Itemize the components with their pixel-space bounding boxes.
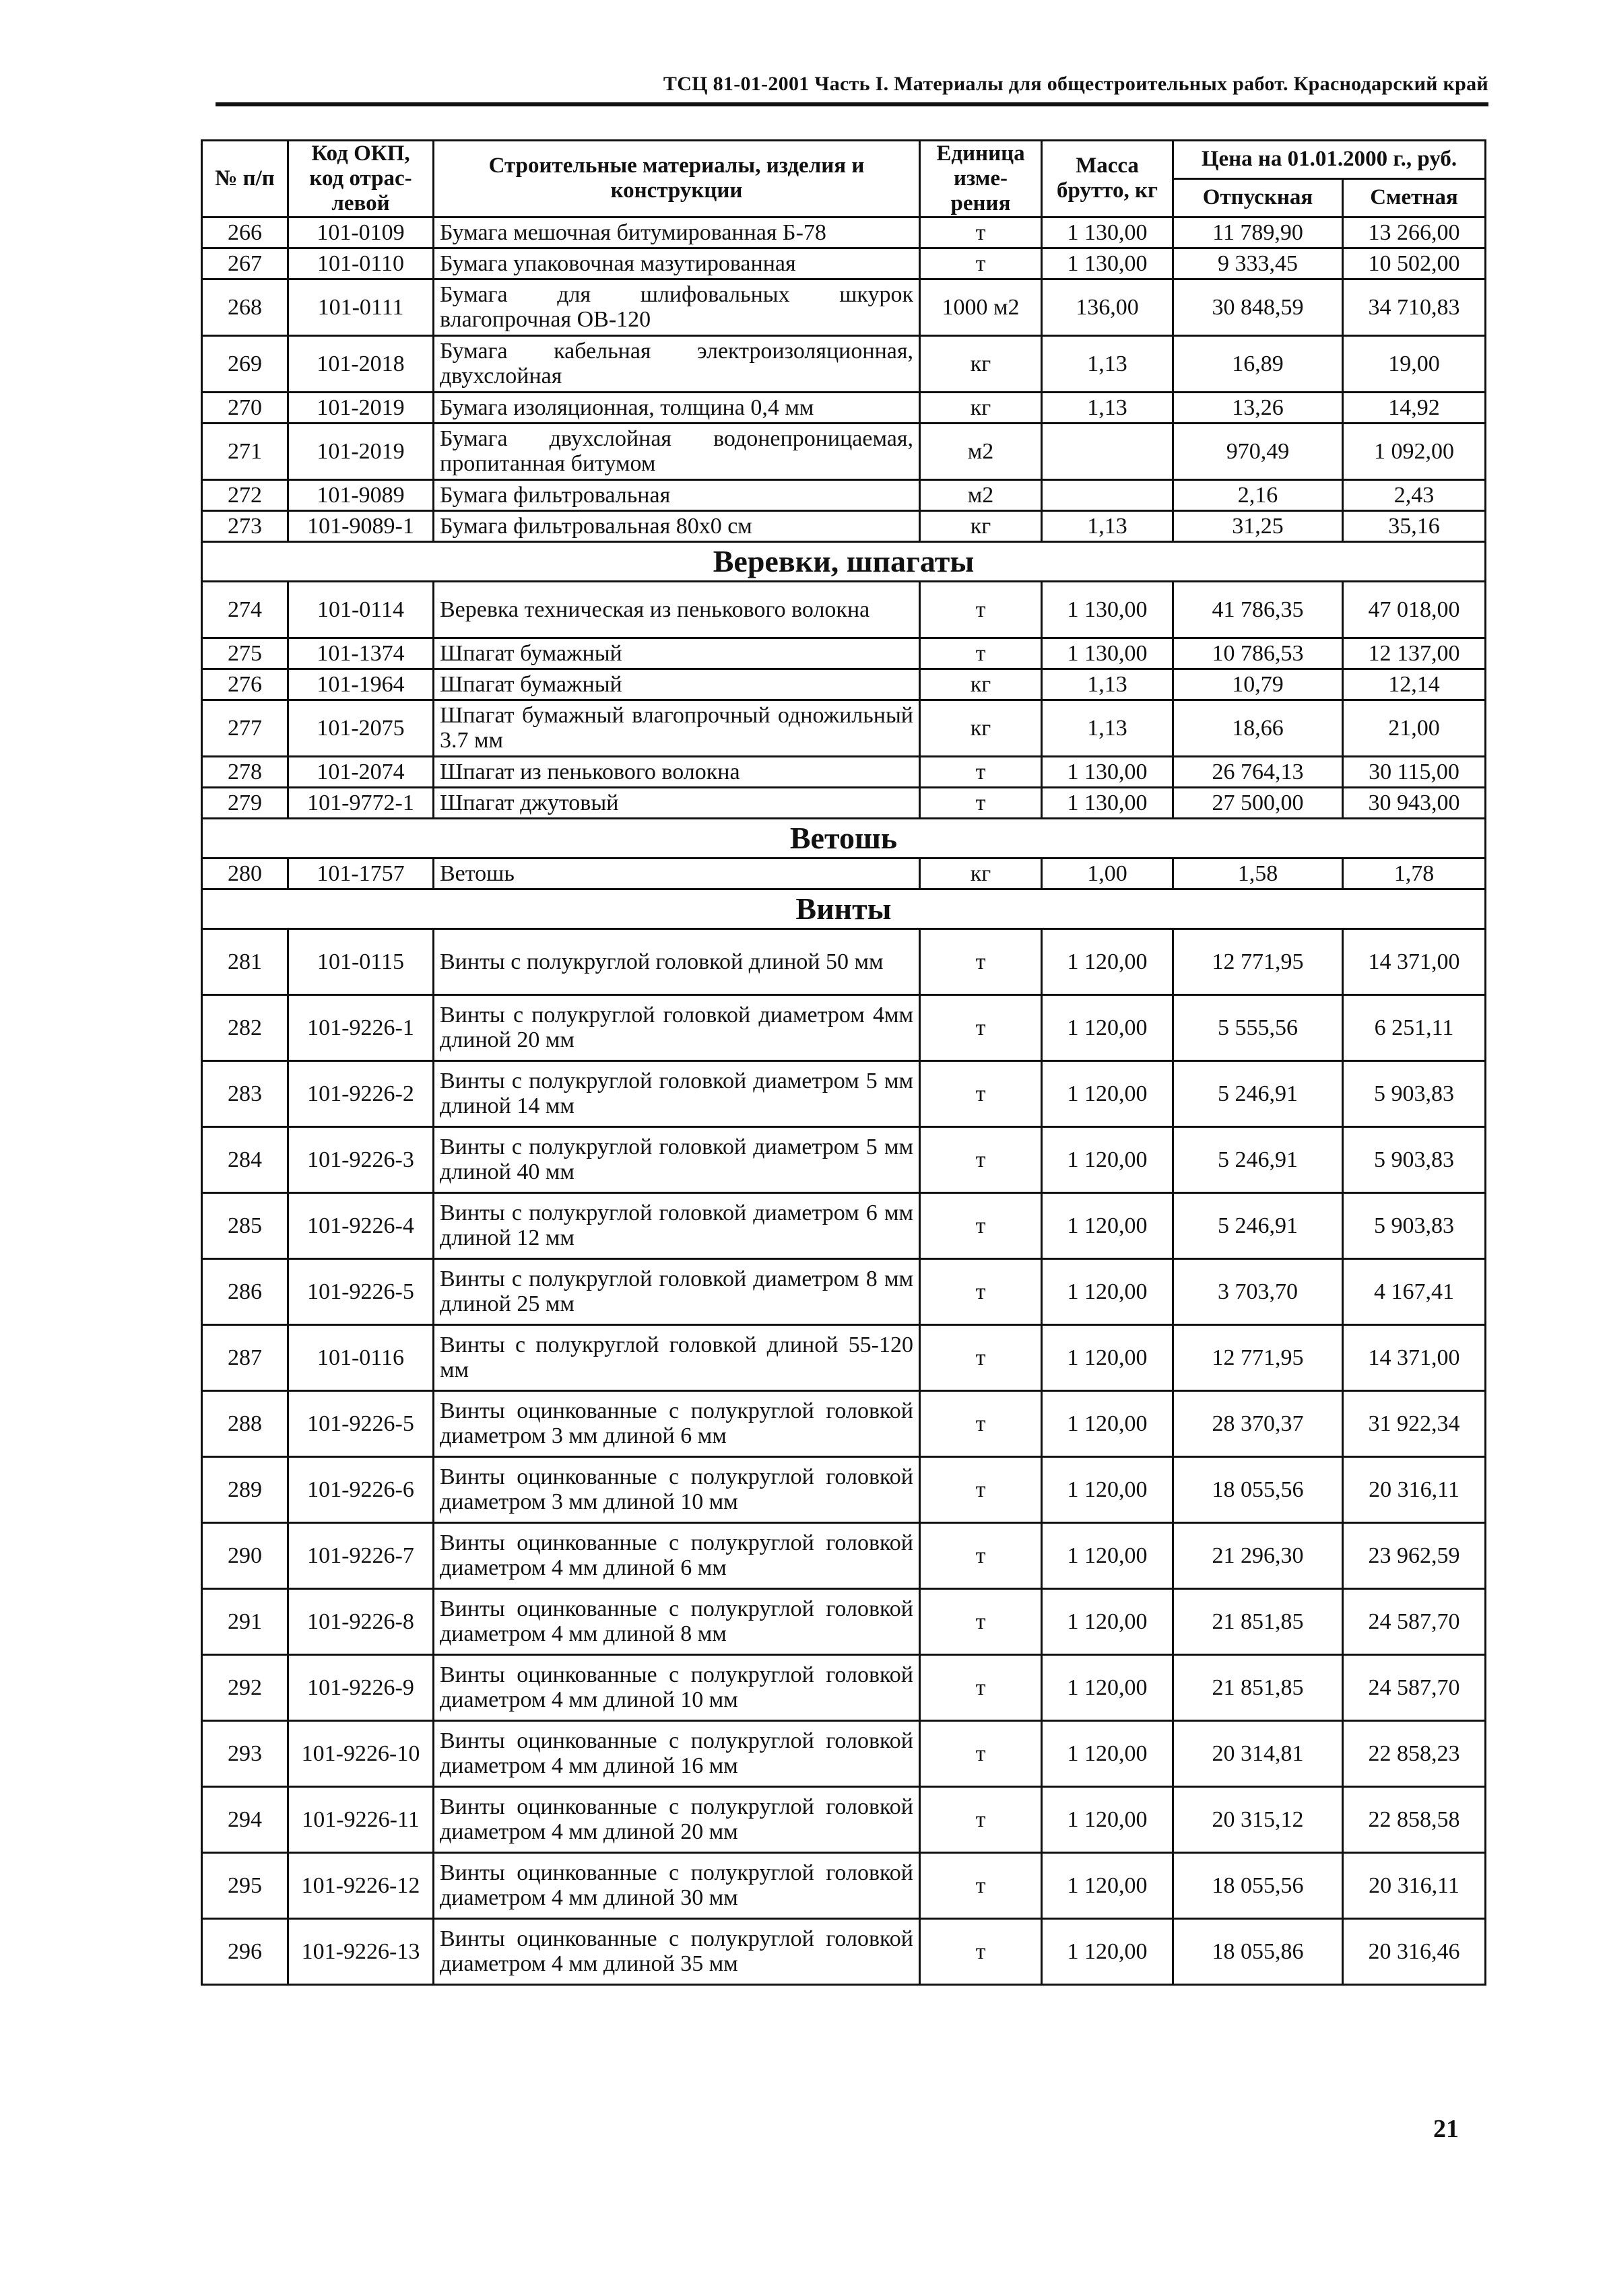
okp-code: 101-9226-8 [288,1588,434,1654]
unit-of-measure: кг [920,510,1042,541]
release-price: 18 055,86 [1173,1918,1343,1984]
release-price: 12 771,95 [1173,928,1343,994]
okp-code: 101-0115 [288,928,434,994]
estimate-price: 20 316,11 [1343,1852,1486,1918]
release-price: 30 848,59 [1173,279,1343,335]
row-number: 267 [202,248,288,279]
material-name: Винты оцинкованные с полукруглой головкой диаметром 4 мм длиной 10 мм [434,1654,920,1720]
okp-code: 101-0114 [288,581,434,638]
row-number: 277 [202,700,288,756]
release-price: 5 555,56 [1173,994,1343,1060]
column-header-price-group: Цена на 01.01.2000 г., руб. [1173,141,1486,179]
unit-of-measure: т [920,1654,1042,1720]
unit-of-measure: т [920,1588,1042,1654]
material-name: Бумага изоляционная, толщина 0,4 мм [434,392,920,423]
unit-of-measure: т [920,217,1042,248]
unit-of-measure: м2 [920,479,1042,510]
estimate-price: 14,92 [1343,392,1486,423]
okp-code: 101-9226-7 [288,1522,434,1588]
unit-of-measure: т [920,1786,1042,1852]
estimate-price: 10 502,00 [1343,248,1486,279]
table-row [202,1918,1486,1984]
table-row [202,279,1486,335]
table-row [202,1588,1486,1654]
okp-code: 101-9226-9 [288,1654,434,1720]
gross-mass: 1 130,00 [1042,787,1173,818]
gross-mass: 1 120,00 [1042,1456,1173,1522]
release-price: 21 851,85 [1173,1654,1343,1720]
unit-of-measure: кг [920,669,1042,700]
unit-of-measure: т [920,1192,1042,1258]
material-name: Бумага фильтровальная [434,479,920,510]
estimate-price: 20 316,11 [1343,1456,1486,1522]
estimate-price: 35,16 [1343,510,1486,541]
row-number: 292 [202,1654,288,1720]
gross-mass: 1,13 [1042,392,1173,423]
gross-mass: 1 120,00 [1042,928,1173,994]
estimate-price: 30 115,00 [1343,756,1486,787]
material-name: Винты оцинкованные с полукруглой головкой диаметром 4 мм длиной 16 мм [434,1720,920,1786]
material-name: Бумага кабельная электроизоляционная, двухслойная [434,335,920,392]
row-number: 285 [202,1192,288,1258]
release-price: 41 786,35 [1173,581,1343,638]
release-price: 3 703,70 [1173,1258,1343,1324]
estimate-price: 31 922,34 [1343,1390,1486,1456]
row-number: 278 [202,756,288,787]
unit-of-measure: кг [920,700,1042,756]
gross-mass: 1 120,00 [1042,1588,1173,1654]
gross-mass: 1 120,00 [1042,1852,1173,1918]
estimate-price: 5 903,83 [1343,1126,1486,1192]
gross-mass: 1 120,00 [1042,1324,1173,1390]
gross-mass: 1 120,00 [1042,1720,1173,1786]
gross-mass: 1 130,00 [1042,638,1173,669]
estimate-price: 23 962,59 [1343,1522,1486,1588]
gross-mass: 1 120,00 [1042,1126,1173,1192]
table-row [202,248,1486,279]
okp-code: 101-0109 [288,217,434,248]
section-header-row [202,889,1486,928]
okp-code: 101-1757 [288,858,434,889]
estimate-price: 47 018,00 [1343,581,1486,638]
table-row [202,510,1486,541]
release-price: 18,66 [1173,700,1343,756]
okp-code: 101-9226-3 [288,1126,434,1192]
column-header-code: Код ОКП, код отрас-левой [288,141,434,217]
gross-mass: 1,13 [1042,700,1173,756]
row-number: 282 [202,994,288,1060]
material-name: Винты оцинкованные с полукруглой головкой диаметром 4 мм длиной 8 мм [434,1588,920,1654]
material-name: Веревка техническая из пенькового волокна [434,581,920,638]
unit-of-measure: кг [920,392,1042,423]
table-row [202,1192,1486,1258]
row-number: 288 [202,1390,288,1456]
row-number: 280 [202,858,288,889]
row-number: 275 [202,638,288,669]
release-price: 27 500,00 [1173,787,1343,818]
material-name: Бумага для шлифовальных шкурок влагопрочная ОВ-120 [434,279,920,335]
unit-of-measure: кг [920,858,1042,889]
header-rule [216,102,1488,106]
material-name: Шпагат из пенькового волокна [434,756,920,787]
row-number: 290 [202,1522,288,1588]
okp-code: 101-2019 [288,392,434,423]
table-row [202,1786,1486,1852]
gross-mass: 1 120,00 [1042,1060,1173,1126]
release-price: 18 055,56 [1173,1852,1343,1918]
row-number: 296 [202,1918,288,1984]
table-row [202,928,1486,994]
release-price: 2,16 [1173,479,1343,510]
release-price: 10 786,53 [1173,638,1343,669]
estimate-price: 1,78 [1343,858,1486,889]
material-name: Винты с полукруглой головкой диаметром 4мм длиной 20 мм [434,994,920,1060]
estimate-price: 14 371,00 [1343,928,1486,994]
gross-mass: 1 120,00 [1042,1918,1173,1984]
gross-mass: 1,13 [1042,510,1173,541]
material-name: Винты оцинкованные с полукруглой головкой диаметром 4 мм длиной 35 мм [434,1918,920,1984]
gross-mass: 1 130,00 [1042,581,1173,638]
okp-code: 101-9089-1 [288,510,434,541]
release-price: 5 246,91 [1173,1060,1343,1126]
row-number: 270 [202,392,288,423]
estimate-price: 20 316,46 [1343,1918,1486,1984]
release-price: 28 370,37 [1173,1390,1343,1456]
unit-of-measure: т [920,1456,1042,1522]
row-number: 284 [202,1126,288,1192]
estimate-price: 4 167,41 [1343,1258,1486,1324]
material-name: Винты с полукруглой головкой диаметром 5 мм длиной 40 мм [434,1126,920,1192]
row-number: 291 [202,1588,288,1654]
section-title: Ветошь [202,818,1486,858]
column-header-num: № п/п [202,141,288,217]
release-price: 26 764,13 [1173,756,1343,787]
table-row [202,700,1486,756]
table-row [202,1522,1486,1588]
gross-mass: 1,13 [1042,669,1173,700]
material-name: Винты с полукруглой головкой диаметром 8 мм длиной 25 мм [434,1258,920,1324]
material-name: Шпагат бумажный [434,638,920,669]
column-header-price-release: Отпускная [1173,178,1343,217]
table-row [202,1720,1486,1786]
table-row [202,787,1486,818]
material-name: Шпагат бумажный [434,669,920,700]
release-price: 20 314,81 [1173,1720,1343,1786]
material-name: Бумага упаковочная мазутированная [434,248,920,279]
okp-code: 101-2018 [288,335,434,392]
estimate-price: 14 371,00 [1343,1324,1486,1390]
section-header-row [202,818,1486,858]
okp-code: 101-9226-2 [288,1060,434,1126]
gross-mass [1042,423,1173,479]
table-row [202,1126,1486,1192]
unit-of-measure: т [920,1324,1042,1390]
gross-mass: 1 120,00 [1042,1522,1173,1588]
estimate-price: 2,43 [1343,479,1486,510]
unit-of-measure: т [920,1918,1042,1984]
table-row [202,756,1486,787]
table-row [202,1258,1486,1324]
okp-code: 101-9226-13 [288,1918,434,1984]
table-row [202,1390,1486,1456]
okp-code: 101-9226-10 [288,1720,434,1786]
release-price: 1,58 [1173,858,1343,889]
unit-of-measure: т [920,1390,1042,1456]
release-price: 5 246,91 [1173,1126,1343,1192]
row-number: 287 [202,1324,288,1390]
running-header: ТСЦ 81-01-2001 Часть I. Материалы для общестроительных работ. Краснодарский край [663,73,1488,95]
row-number: 289 [202,1456,288,1522]
row-number: 266 [202,217,288,248]
release-price: 13,26 [1173,392,1343,423]
table-row [202,638,1486,669]
table-row [202,479,1486,510]
unit-of-measure: т [920,581,1042,638]
estimate-price: 5 903,83 [1343,1192,1486,1258]
gross-mass: 136,00 [1042,279,1173,335]
material-name: Бумага мешочная битумированная Б-78 [434,217,920,248]
okp-code: 101-1374 [288,638,434,669]
release-price: 9 333,45 [1173,248,1343,279]
column-header-price-estimate: Сметная [1343,178,1486,217]
okp-code: 101-9089 [288,479,434,510]
release-price: 16,89 [1173,335,1343,392]
table-row [202,581,1486,638]
okp-code: 101-0110 [288,248,434,279]
table-row [202,1060,1486,1126]
gross-mass: 1 120,00 [1042,1192,1173,1258]
material-name: Шпагат джутовый [434,787,920,818]
estimate-price: 19,00 [1343,335,1486,392]
table-row [202,392,1486,423]
material-name: Шпагат бумажный влагопрочный одножильный 3.7 мм [434,700,920,756]
okp-code: 101-1964 [288,669,434,700]
estimate-price: 13 266,00 [1343,217,1486,248]
unit-of-measure: кг [920,335,1042,392]
gross-mass [1042,479,1173,510]
estimate-price: 24 587,70 [1343,1588,1486,1654]
row-number: 293 [202,1720,288,1786]
unit-of-measure: т [920,1852,1042,1918]
estimate-price: 30 943,00 [1343,787,1486,818]
material-name: Винты с полукруглой головкой диаметром 5 мм длиной 14 мм [434,1060,920,1126]
row-number: 274 [202,581,288,638]
gross-mass: 1 120,00 [1042,1258,1173,1324]
table-body [202,217,1486,1984]
release-price: 18 055,56 [1173,1456,1343,1522]
okp-code: 101-2075 [288,700,434,756]
price-table [201,139,1486,1986]
estimate-price: 24 587,70 [1343,1654,1486,1720]
okp-code: 101-9226-12 [288,1852,434,1918]
okp-code: 101-9226-5 [288,1390,434,1456]
estimate-price: 34 710,83 [1343,279,1486,335]
material-name: Бумага двухслойная водонепроницаемая, пропитанная битумом [434,423,920,479]
release-price: 11 789,90 [1173,217,1343,248]
gross-mass: 1 130,00 [1042,248,1173,279]
row-number: 269 [202,335,288,392]
estimate-price: 21,00 [1343,700,1486,756]
table-row [202,994,1486,1060]
estimate-price: 5 903,83 [1343,1060,1486,1126]
unit-of-measure: т [920,248,1042,279]
release-price: 21 296,30 [1173,1522,1343,1588]
table-row [202,335,1486,392]
gross-mass: 1,00 [1042,858,1173,889]
release-price: 12 771,95 [1173,1324,1343,1390]
table-row [202,1456,1486,1522]
gross-mass: 1 130,00 [1042,756,1173,787]
section-header-row [202,541,1486,581]
okp-code: 101-9226-11 [288,1786,434,1852]
material-name: Бумага фильтровальная 80х0 см [434,510,920,541]
row-number: 286 [202,1258,288,1324]
release-price: 970,49 [1173,423,1343,479]
unit-of-measure: т [920,756,1042,787]
unit-of-measure: т [920,787,1042,818]
estimate-price: 12,14 [1343,669,1486,700]
okp-code: 101-9226-5 [288,1258,434,1324]
gross-mass: 1 130,00 [1042,217,1173,248]
unit-of-measure: т [920,638,1042,669]
material-name: Винты оцинкованные с полукруглой головкой диаметром 3 мм длиной 6 мм [434,1390,920,1456]
column-header-name: Строительные материалы, изделия и конструкции [434,141,920,217]
okp-code: 101-9772-1 [288,787,434,818]
okp-code: 101-0116 [288,1324,434,1390]
unit-of-measure: т [920,928,1042,994]
release-price: 20 315,12 [1173,1786,1343,1852]
row-number: 272 [202,479,288,510]
estimate-price: 6 251,11 [1343,994,1486,1060]
estimate-price: 22 858,23 [1343,1720,1486,1786]
table-row [202,669,1486,700]
release-price: 21 851,85 [1173,1588,1343,1654]
unit-of-measure: т [920,1258,1042,1324]
gross-mass: 1 120,00 [1042,994,1173,1060]
table-row [202,217,1486,248]
unit-of-measure: м2 [920,423,1042,479]
row-number: 283 [202,1060,288,1126]
okp-code: 101-9226-6 [288,1456,434,1522]
row-number: 294 [202,1786,288,1852]
row-number: 295 [202,1852,288,1918]
row-number: 273 [202,510,288,541]
table-row [202,1324,1486,1390]
gross-mass: 1,13 [1042,335,1173,392]
section-title: Веревки, шпагаты [202,541,1486,581]
gross-mass: 1 120,00 [1042,1786,1173,1852]
gross-mass: 1 120,00 [1042,1654,1173,1720]
material-name: Ветошь [434,858,920,889]
row-number: 281 [202,928,288,994]
row-number: 276 [202,669,288,700]
material-name: Винты оцинкованные с полукруглой головкой диаметром 3 мм длиной 10 мм [434,1456,920,1522]
unit-of-measure: т [920,1060,1042,1126]
okp-code: 101-9226-4 [288,1192,434,1258]
table-row [202,1654,1486,1720]
section-title: Винты [202,889,1486,928]
material-name: Винты оцинкованные с полукруглой головкой диаметром 4 мм длиной 20 мм [434,1786,920,1852]
unit-of-measure: т [920,1720,1042,1786]
unit-of-measure: т [920,1126,1042,1192]
release-price: 31,25 [1173,510,1343,541]
material-name: Винты с полукруглой головкой длиной 55-120 мм [434,1324,920,1390]
material-name: Винты с полукруглой головкой диаметром 6 мм длиной 12 мм [434,1192,920,1258]
column-header-mass: Масса брутто, кг [1042,141,1173,217]
row-number: 268 [202,279,288,335]
column-header-unit: Единица изме-рения [920,141,1042,217]
table-row [202,423,1486,479]
estimate-price: 1 092,00 [1343,423,1486,479]
table-row [202,1852,1486,1918]
unit-of-measure: т [920,994,1042,1060]
okp-code: 101-2074 [288,756,434,787]
estimate-price: 22 858,58 [1343,1786,1486,1852]
unit-of-measure: 1000 м2 [920,279,1042,335]
row-number: 271 [202,423,288,479]
unit-of-measure: т [920,1522,1042,1588]
material-name: Винты с полукруглой головкой длиной 50 мм [434,928,920,994]
table-row [202,858,1486,889]
release-price: 10,79 [1173,669,1343,700]
release-price: 5 246,91 [1173,1192,1343,1258]
okp-code: 101-0111 [288,279,434,335]
row-number: 279 [202,787,288,818]
gross-mass: 1 120,00 [1042,1390,1173,1456]
material-name: Винты оцинкованные с полукруглой головкой диаметром 4 мм длиной 30 мм [434,1852,920,1918]
okp-code: 101-2019 [288,423,434,479]
okp-code: 101-9226-1 [288,994,434,1060]
page-number: 21 [1433,2115,1459,2143]
estimate-price: 12 137,00 [1343,638,1486,669]
material-name: Винты оцинкованные с полукруглой головкой диаметром 4 мм длиной 6 мм [434,1522,920,1588]
